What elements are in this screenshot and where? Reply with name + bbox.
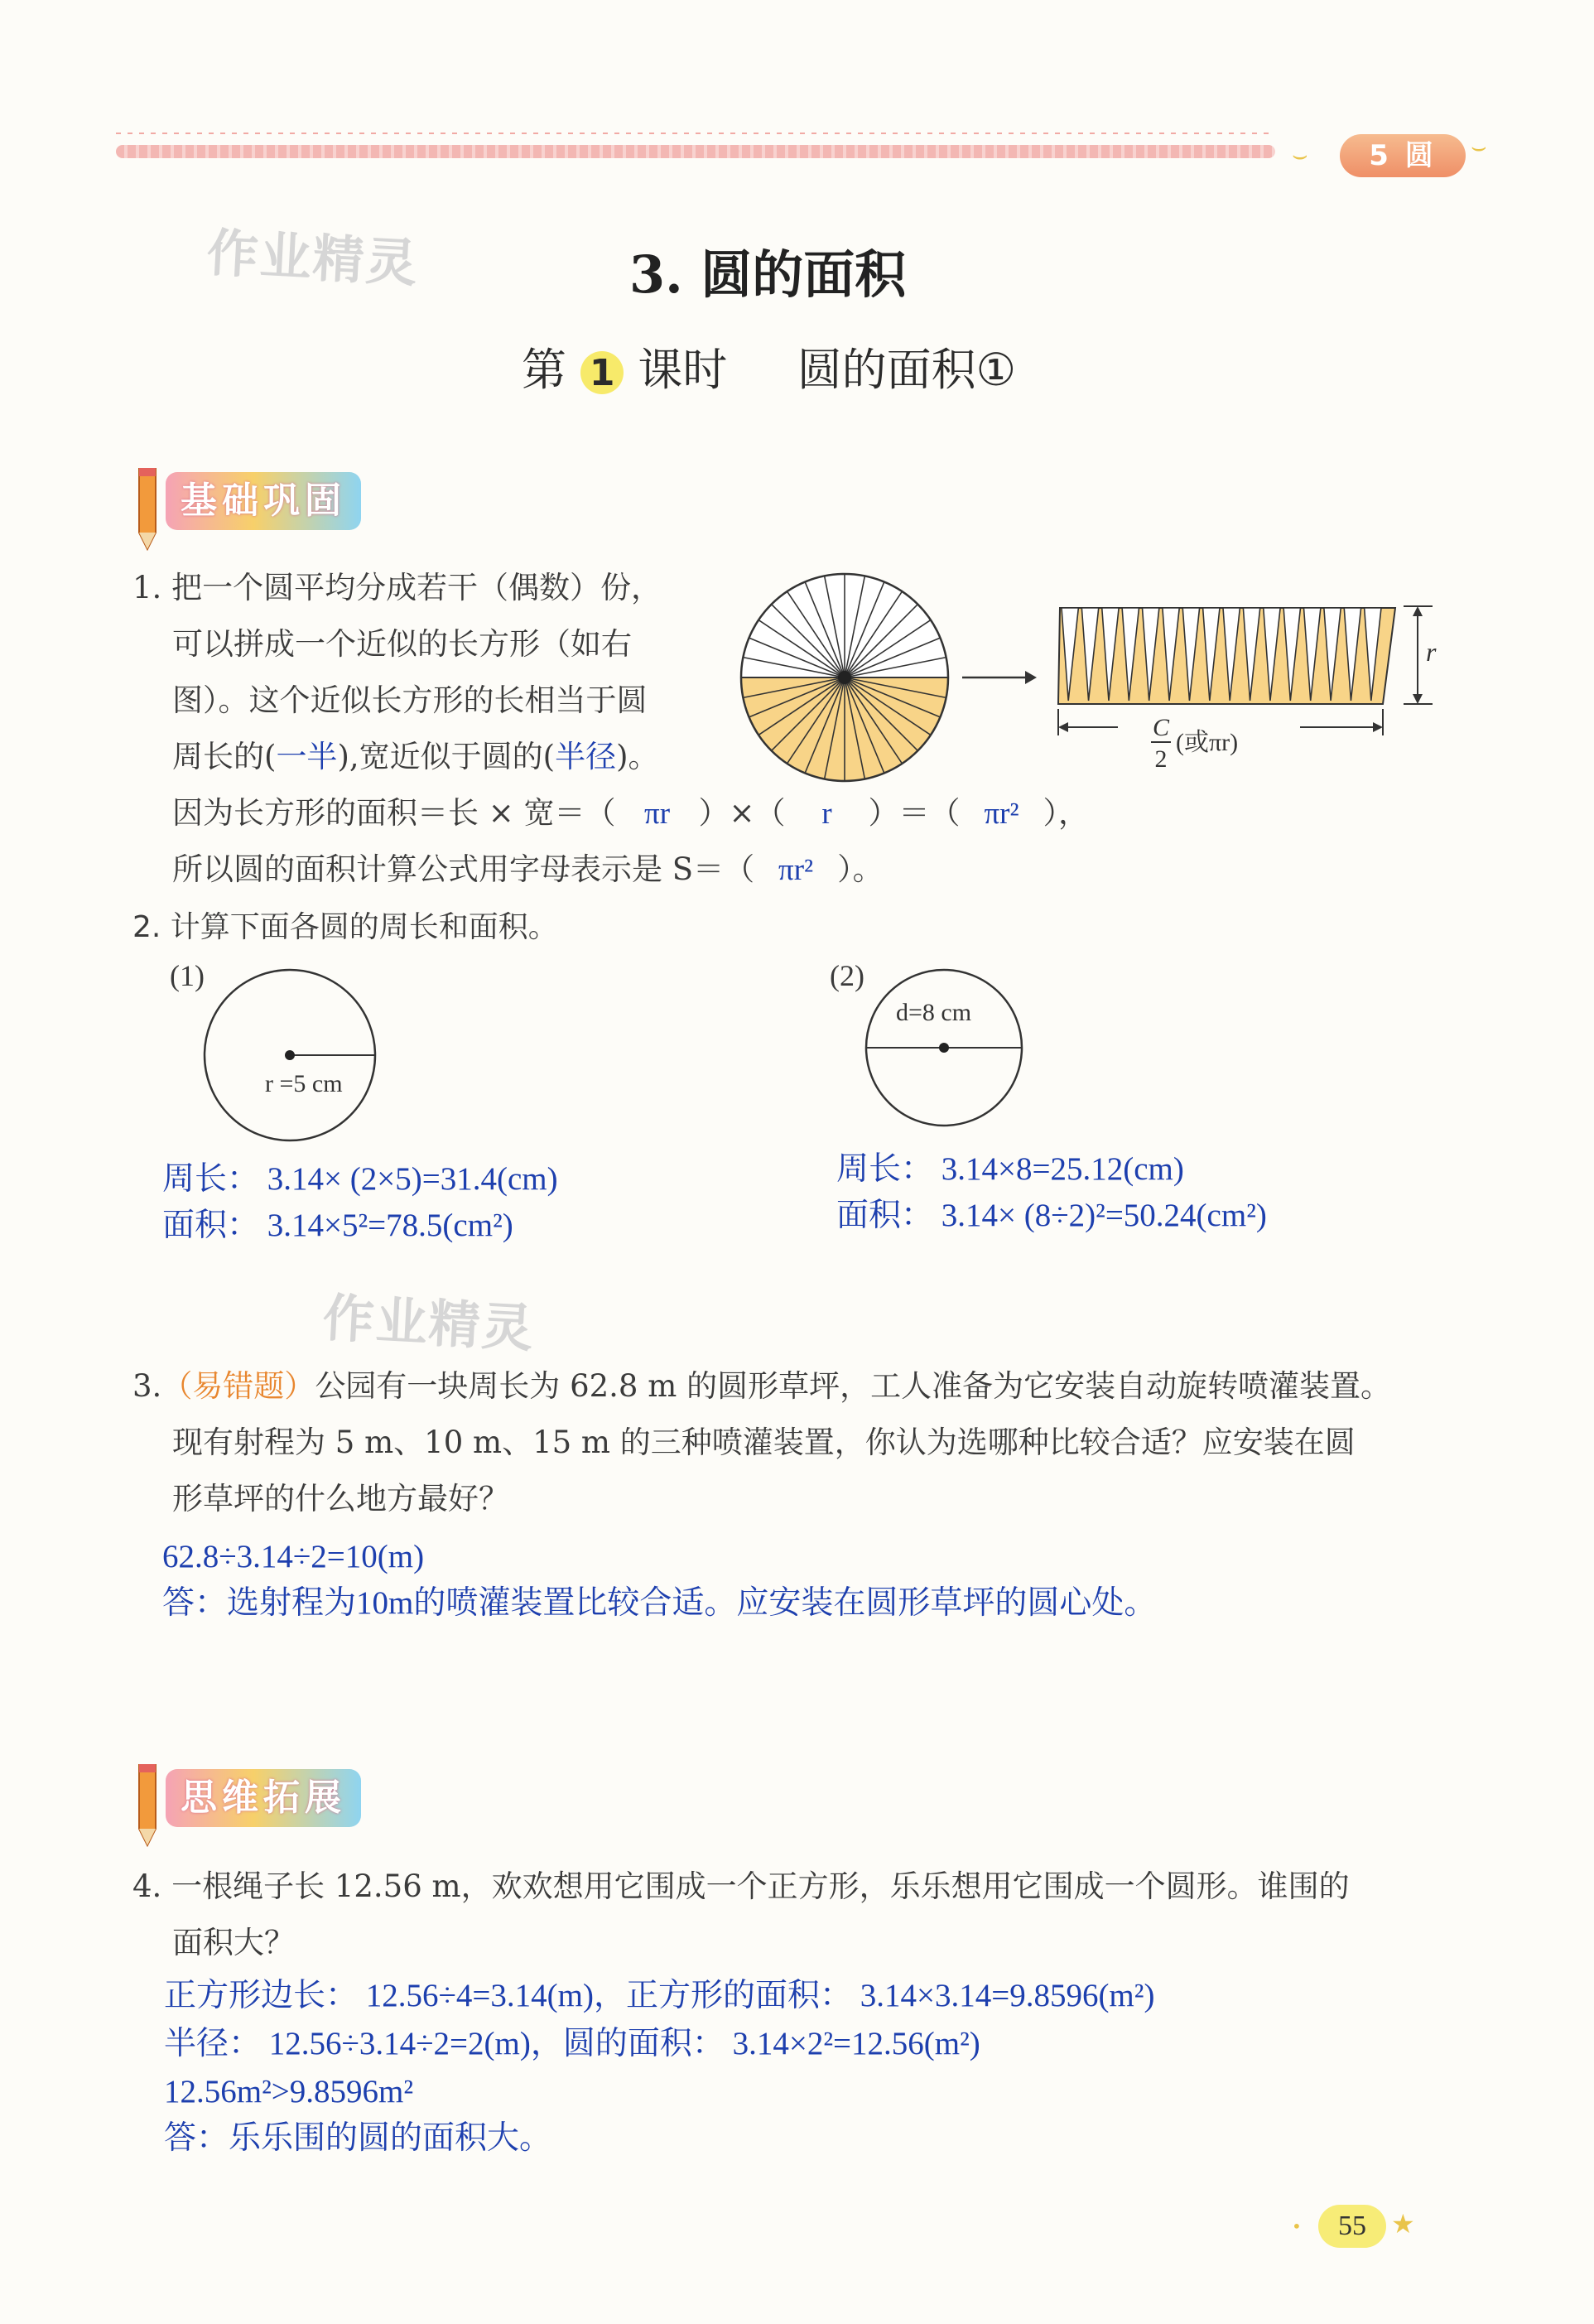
q1-line4-text-c: )。 <box>616 739 659 774</box>
q1-answer-half: 一半 <box>276 739 338 774</box>
q2-title: 2. 计算下面各圆的周长和面积。 <box>132 910 558 944</box>
q2-part2-answer-perimeter: 周长： 3.14×8=25.12(cm) <box>836 1151 1184 1187</box>
q4-answer-circle: 半径： 12.56÷3.14÷2=2(m)，圆的面积： 3.14×2²=12.56(m²) <box>164 2026 980 2061</box>
lesson-number: 1 <box>580 351 624 394</box>
lesson-prefix: 第 <box>522 344 566 396</box>
length-label-numerator: C <box>1152 714 1170 741</box>
section-basic: 基础巩固 <box>166 472 361 530</box>
arrow-icon <box>962 671 1037 684</box>
pencil-icon <box>131 468 164 554</box>
q4-answer-square: 正方形边长： 12.56÷4=3.14(m)，正方形的面积： 3.14×3.14=9.8596(m²) <box>164 1978 1155 2013</box>
circle-2-diameter-label: d=8 cm <box>896 999 972 1026</box>
circle-1-radius-label: r =5 cm <box>265 1070 343 1097</box>
q1-answer-radius: 半径 <box>555 739 617 774</box>
q3-tag: （易错题） <box>161 1368 315 1404</box>
watermark-middle: 作业精灵 <box>321 1287 537 1359</box>
approx-rectangle <box>1058 608 1395 704</box>
chapter-badge: 5 圆 <box>1340 134 1466 177</box>
header-bar <box>116 145 1275 158</box>
q1-line2: 可以拼成一个近似的长方形（如右 <box>172 626 632 662</box>
q1-figure <box>729 570 1441 785</box>
q1-answer-formula: πr² <box>778 853 814 887</box>
q1-line6-text-a: 所以圆的面积计算公式用字母表示是 S＝（ <box>172 851 755 887</box>
section-extend: 思维拓展 <box>166 1769 361 1827</box>
q2-part1-answer-area: 面积： 3.14×5²=78.5(cm²) <box>162 1208 513 1243</box>
q1-line5 <box>172 785 1089 842</box>
q4-line2: 面积大？ <box>172 1925 295 1960</box>
page-number-dot-icon: • <box>1292 2216 1302 2236</box>
page-title: 3. 圆的面积 <box>629 244 907 305</box>
q3-number: 3. <box>132 1368 162 1404</box>
height-label: r <box>1426 637 1437 667</box>
q1-answer-area: πr² <box>984 797 1019 831</box>
q3-answer-calc: 62.8÷3.14÷2=10(m) <box>162 1539 425 1574</box>
q1-line4-text-b: ),宽近似于圆的( <box>337 739 556 774</box>
q4-answer-conclusion: 答：乐乐围的圆的面积大。 <box>164 2120 552 2156</box>
q4-answer-compare: 12.56m²>9.8596m² <box>164 2074 414 2109</box>
q1-answer-width: r <box>821 797 832 831</box>
q1-line1: 1. 把一个圆平均分成若干（偶数）份， <box>132 570 662 605</box>
divided-circle <box>741 574 948 781</box>
q1-line5-text-c: ）＝（ <box>868 795 961 831</box>
lesson-name: 圆的面积① <box>797 344 1017 396</box>
q3-line1-text: 公园有一块周长为 62.8 m 的圆形草坪，工人准备为它安装自动旋转喷灌装置。 <box>315 1368 1392 1404</box>
q2-part2-answer-area: 面积： 3.14× (8÷2)²=50.24(cm²) <box>836 1198 1267 1233</box>
q3-line1 <box>132 1358 1391 1415</box>
q2-part2-tag: (2) <box>830 959 864 992</box>
q3-line2: 现有射程为 5 m、10 m、15 m 的三种喷灌装置，你认为选哪种比较合适？应安装在圆 <box>172 1425 1356 1460</box>
q1-line5-text-d: ）， <box>1043 795 1090 831</box>
header-left-ornament: ⌣ <box>1292 141 1308 170</box>
q1-answer-length: πr <box>644 797 671 831</box>
q1-line4-text-a: 周长的( <box>172 739 277 774</box>
q2-part1-tag: (1) <box>170 959 205 992</box>
q3-line3: 形草坪的什么地方最好？ <box>172 1481 509 1516</box>
q1-line4 <box>172 729 659 785</box>
watermark-top: 作业精灵 <box>205 222 421 294</box>
q2-circle-1 <box>199 964 389 1155</box>
length-label-alt: (或πr) <box>1176 729 1239 756</box>
q1-line5-text-b: ）×（ <box>698 795 786 831</box>
q1-line5-text-a: 因为长方形的面积＝长 × 宽＝（ <box>172 795 616 831</box>
lesson-title <box>522 335 1016 398</box>
q2-part1-answer-perimeter: 周长： 3.14× (2×5)=31.4(cm) <box>162 1161 558 1197</box>
q4-line1: 4. 一根绳子长 12.56 m，欢欢想用它围成一个正方形，乐乐想用它围成一个圆形。谁围的 <box>132 1868 1350 1904</box>
q1-line6-text-b: ）。 <box>837 851 884 887</box>
page-number: 55 <box>1338 2211 1366 2241</box>
pencil-icon <box>131 1764 164 1850</box>
header-dashed-line <box>116 133 1275 134</box>
q2-circle-2 <box>861 962 1035 1136</box>
star-icon: ★ <box>1391 2208 1415 2240</box>
length-label-denominator: 2 <box>1154 745 1168 773</box>
q1-line6 <box>172 841 884 899</box>
lesson-suffix: 课时 <box>638 344 728 396</box>
q3-answer-conclusion: 答：选射程为10m的喷灌装置比较合适。应安装在圆形草坪的圆心处。 <box>162 1585 1157 1621</box>
header-right-ornament: ⌣ <box>1471 133 1487 162</box>
q1-line3: 图）。这个近似长方形的长相当于圆 <box>172 682 648 718</box>
